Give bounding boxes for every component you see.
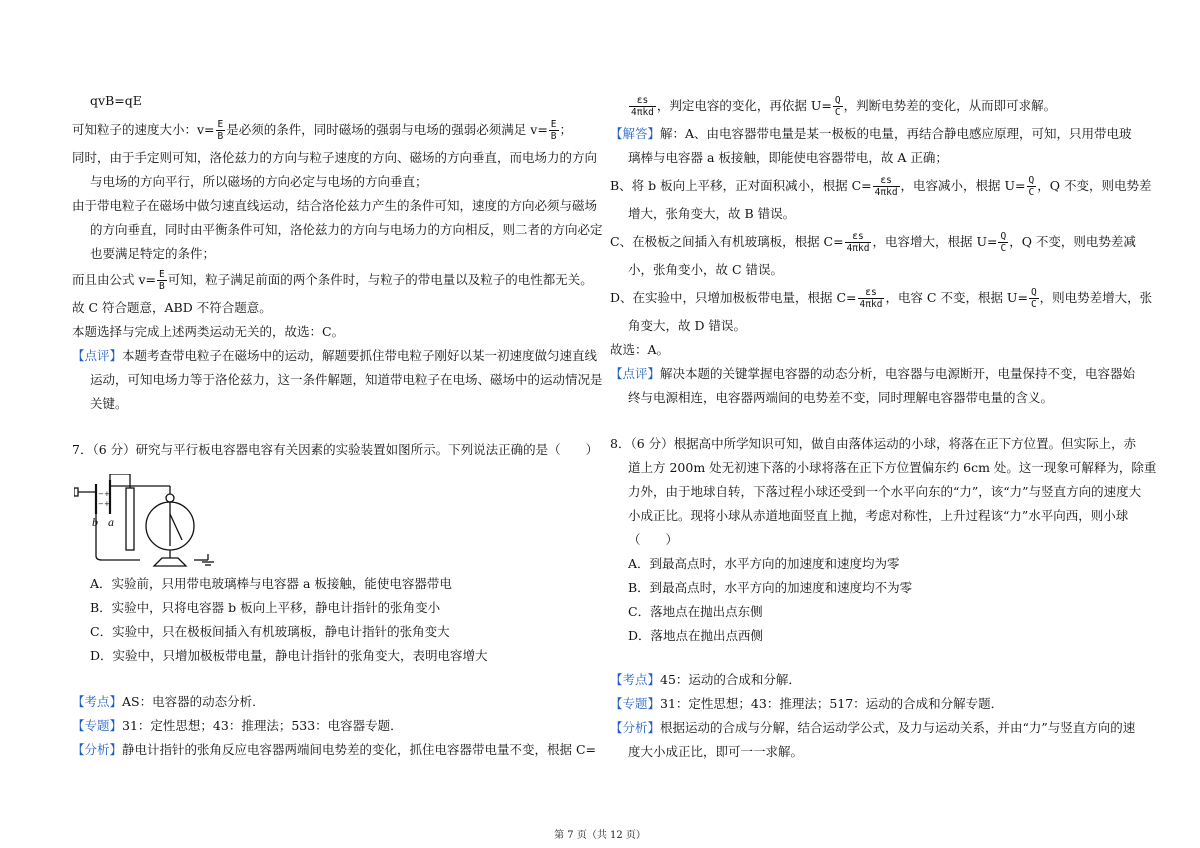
- solution-d-1: D、在实验中，只增加极板带电量，根据 C= $\frac{\varepsilon s}{\text{4πkd}}$ ，电容 C 不变，根据 U= $\frac{Q}{C}$ ，则电势差增大，张: [610, 287, 1153, 310]
- q7-zhuanti: 【专题】31：定性思想；43：推理法；533：电容器专题．: [72, 718, 403, 733]
- left-line-1: qvB=qE: [90, 93, 142, 108]
- fraction-es-over-4pikd: $\frac{\varepsilon s}{\text{4πkd}}$: [874, 175, 898, 198]
- left-line-4: 与电场的方向平行，所以磁场的方向必定与电场的方向垂直；: [90, 174, 428, 189]
- left-line-2: 可知粒子的速度大小：v= $\frac{E}{B}$ 是必须的条件，同时磁场的强弱与电场的强弱必须满足 v= $\frac{E}{B}$ ；: [72, 119, 573, 142]
- electroscope-ball: [166, 494, 174, 502]
- fraction-q-over-c: $\frac{Q}{C}$: [1000, 231, 1007, 254]
- fraction-e-over-b: $\frac{E}{B}$: [550, 119, 557, 142]
- answer-line: 故选：A。: [610, 342, 670, 357]
- dianping-3: 关键。: [90, 396, 128, 411]
- right-line-1: $\frac{\varepsilon s}{\text{4πkd}}$ ，判定电容的变化，再依据 U= $\frac{Q}{C}$ ，判断电势差的变化，从而即可求解。: [631, 95, 1057, 118]
- solution-d-2: 角变大，故 D 错误。: [628, 318, 746, 333]
- question-8-line-5: （ ）: [628, 532, 679, 547]
- q7-fenxi: 【分析】静电计指针的张角反应电容器两端间电势差的变化，抓住电容器带电量不变，根据 C=: [72, 742, 597, 757]
- dianping-1: 【点评】本题考查带电粒子在磁场中的运动，解题要抓住带电粒子刚好以某一初速度做匀速直线: [72, 348, 598, 363]
- q7-option-a: A．实验前，只用带电玻璃棒与电容器 a 板接触，能使电容器带电: [90, 576, 452, 591]
- solution-b-2: 增大，张角变大，故 B 错误。: [628, 206, 796, 221]
- label-a: a: [108, 515, 114, 529]
- electroscope-pointer: [170, 514, 182, 540]
- fraction-e-over-b: $\frac{E}{B}$: [217, 119, 224, 142]
- b-plate-handle: [74, 488, 78, 496]
- q8-option-a: A．到最高点时，水平方向的加速度和速度均为零: [628, 556, 900, 571]
- fraction-es-over-4pikd: $\frac{\varepsilon s}{\text{4πkd}}$: [631, 95, 654, 118]
- solution-b-1: B、将 b 板向上平移，正对面积减小，根据 C= $\frac{\varepsilon s}{\text{4πkd}}$ ，电容减小，根据 U= $\frac{Q}{C}$ ，Q 不变，则电势差: [610, 175, 1152, 198]
- svg-text:+: +: [104, 500, 110, 508]
- dianping-2: 运动，可知电场力等于洛伦兹力，这一条件解题，知道带电粒子在电场、磁场中的运动情况是: [90, 372, 603, 387]
- q8-kaodian: 【考点】45：运动的合成和分解．: [610, 672, 801, 687]
- fraction-es-over-4pikd: $\frac{\varepsilon s}{\text{4πkd}}$: [846, 231, 870, 254]
- left-line-7: 也要满足特定的条件；: [90, 246, 216, 261]
- left-line-6: 的方向垂直，同时由平衡条件可知，洛伦兹力的方向与电场力的方向相反，则二者的方向必定: [90, 222, 603, 237]
- question-8-line-1: 8．（6 分）根据高中所学知识可知，做自由落体运动的小球，将落在正下方位置。但实际上，赤: [610, 436, 1137, 451]
- q7-kaodian: 【考点】AS：电容器的动态分析．: [72, 694, 265, 709]
- q8-option-c: C．落地点在抛出点东侧: [628, 604, 763, 619]
- fraction-q-over-c: $\frac{Q}{C}$: [1028, 175, 1035, 198]
- jieda-2: 璃棒与电容器 a 板接触，即能使电容器带电，故 A 正确；: [628, 150, 948, 165]
- svg-text:+: +: [104, 490, 110, 498]
- right-dianping-2: 终与电源相连，电容器两端间的电势差不变，同时理解电容器带电量的含义。: [628, 390, 1054, 405]
- electroscope-base: [154, 558, 186, 566]
- q8-option-d: D．落地点在抛出点西侧: [628, 628, 764, 643]
- fraction-q-over-c: $\frac{Q}{C}$: [1030, 287, 1037, 310]
- q8-fenxi-1: 【分析】根据运动的合成与分解，结合运动学公式，及力与运动关系，并由“力”与竖直方向的速: [610, 720, 1136, 735]
- fraction-q-over-c: $\frac{Q}{C}$: [834, 95, 841, 118]
- svg-text:−: −: [98, 490, 104, 498]
- capacitor-electroscope-figure: [74, 474, 224, 570]
- left-line-5: 由于带电粒子在磁场中做匀速直线运动，结合洛伦兹力产生的条件可知，速度的方向必须与磁场: [72, 198, 598, 213]
- fraction-e-over-b: $\frac{E}{B}$: [159, 269, 165, 292]
- left-line-10: 本题选择与完成上述两类运动无关的，故选：C。: [72, 324, 345, 339]
- q7-option-d: D．实验中，只增加极板带电量，静电计指针的张角变大，表明电容增大: [90, 648, 488, 663]
- question-8-line-2: 道上方 200m 处无初速下落的小球将落在正下方位置偏东约 6cm 处。这一现象可解释为，除重: [628, 460, 1157, 475]
- q7-option-c: C．实验中，只在极板间插入有机玻璃板，静电计指针的张角变大: [90, 624, 450, 639]
- insulating-stand: [126, 488, 134, 550]
- svg-text:−: −: [98, 500, 104, 508]
- dianping-tag: 【点评】: [72, 348, 123, 363]
- left-line-9: 故 C 符合题意，ABD 不符合题意。: [72, 300, 272, 315]
- q8-option-b: B．到最高点时，水平方向的加速度和速度均不为零: [628, 580, 913, 595]
- solution-c-1: C、在极板之间插入有机玻璃板，根据 C= $\frac{\varepsilon s}{\text{4πkd}}$ ，电容增大，根据 U= $\frac{Q}{C}$ ，Q 不变，则电势差减: [610, 231, 1136, 254]
- question-8-line-3: 力外，由于地球自转，下落过程小球还受到一个水平向东的“力”，该“力”与竖直方向的速度大: [628, 484, 1142, 499]
- fraction-es-over-4pikd: $\frac{\varepsilon s}{\text{4πkd}}$: [859, 287, 883, 310]
- question-8-line-4: 小成正比。现将小球从赤道地面竖直上抛，考虑对称性，上升过程该“力”水平向西，则小球: [628, 508, 1129, 523]
- question-7: 7．（6 分）研究与平行板电容器电容有关因素的实验装置如图所示。下列说法正确的是（ ）: [72, 442, 599, 457]
- solution-c-2: 小，张角变小，故 C 错误。: [628, 262, 784, 277]
- left-line-3: 同时，由于手定则可知，洛伦兹力的方向与粒子速度的方向、磁场的方向垂直，而电场力的方向: [72, 150, 598, 165]
- label-b: b: [92, 515, 98, 529]
- q8-fenxi-2: 度大小成正比，即可一一求解。: [628, 744, 804, 759]
- q7-option-b: B．实验中，只将电容器 b 板向上平移，静电计指针的张角变小: [90, 600, 441, 615]
- right-dianping-1: 【点评】解决本题的关键掌握电容器的动态分析，电容器与电源断开，电量保持不变，电容器始: [610, 366, 1136, 381]
- q8-zhuanti: 【专题】31：定性思想；43：推理法；517：运动的合成和分解专题．: [610, 696, 1004, 711]
- page-footer: 第 7 页（共 12 页）: [554, 830, 646, 841]
- jieda-1: 【解答】解：A、由电容器带电量是某一极板的电量，再结合静电感应原理，可知，只用带电玻: [610, 126, 1132, 141]
- left-line-8: 而且由公式 v= $\frac{E}{B}$ 可知，粒子满足前面的两个条件时，与粒子的带电量以及粒子的电性都无关。: [72, 269, 593, 292]
